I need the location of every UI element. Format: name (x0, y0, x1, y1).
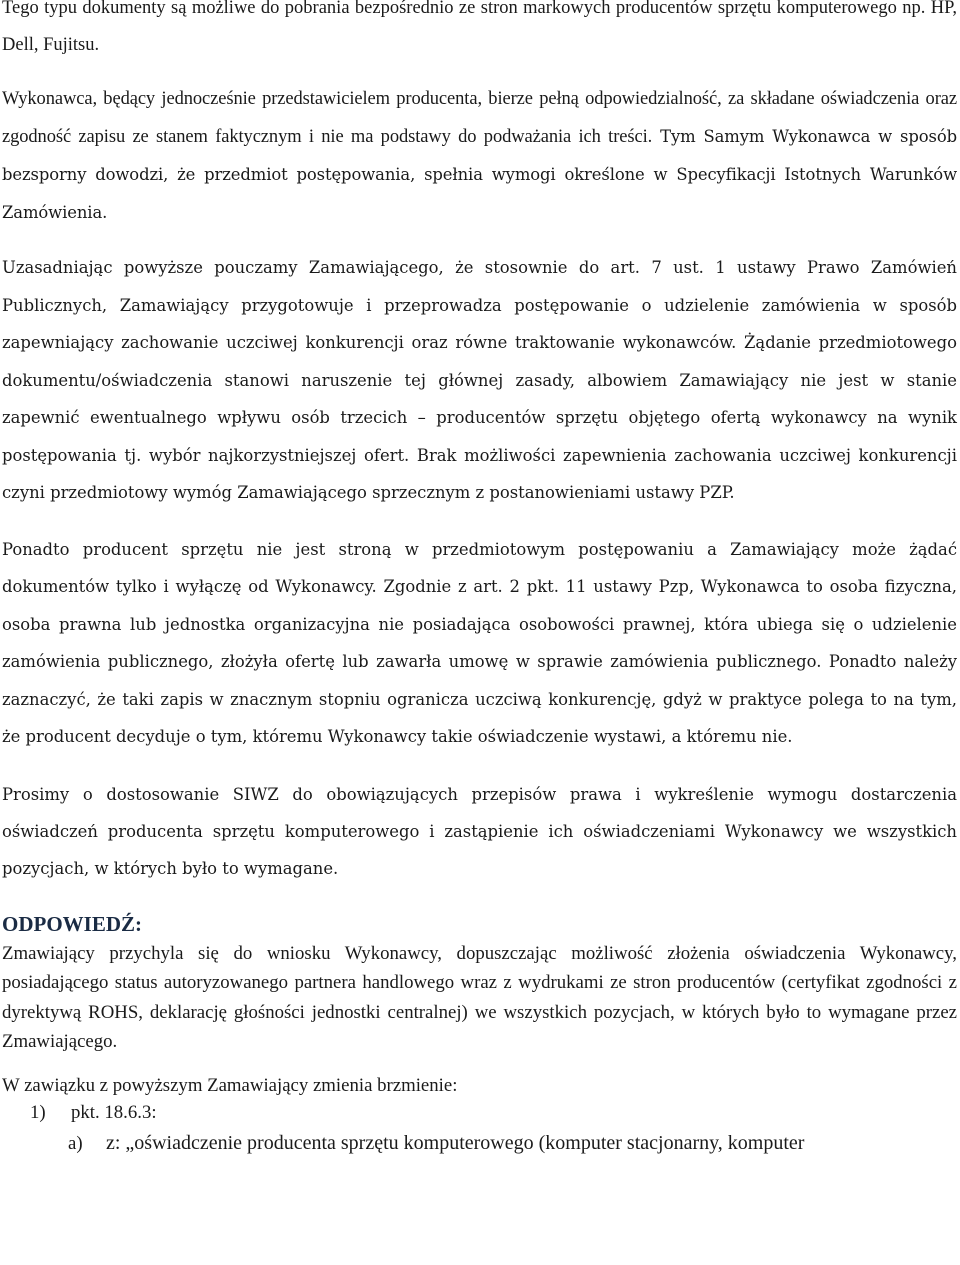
paragraph-contractor-responsibility-part1: Wykonawca, będący jednocześnie przedstawicielem producenta, bierze pełną odpowiedzialność, za składane oświadczenia oraz zgodność zapisu ze stanem faktycznym i nie ma podstawy do podważania ich treści. (2, 89, 957, 147)
paragraph-request: Prosimy o dostosowanie SIWZ do obowiązujących przepisów prawa i wykreślenie wymogu dostarczenia oświadczeń producenta sprzętu komputerowego i zastąpienie ich oświadczeniami Wykonawcy we wszystkich pozycjach, w których było to wymagane. (2, 784, 957, 878)
answer-heading: ODPOWIEDŹ: (2, 911, 143, 936)
paragraph-producer-not-party: Ponadto producent sprzętu nie jest stroną w przedmiotowym postępowaniu a Zamawiający może żądać dokumentów tylko i wyłączę od Wykonawcy. Zgodnie z art. 2 pkt. 11 ustawy Pzp, Wykonawca to osoba fizyczna, osoba prawna lub jednostka organizacyjna nie posiadająca osobowości prawnej, która ubiega się o udzielenie zamówienia publicznego, złożyła ofertę lub zawarła umowę w sprawie zamówienia publicznego. Ponadto należy zaznaczyć, że taki zapis w znacznym stopniu ogranicza uczciwą konkurencję, gdyż w praktyce polega to na tym, że producent decyduje o tym, któremu Wykonawcy takie oświadczenie wystawi, a któremu nie. (2, 539, 957, 746)
answer-text: Zmawiający przychyla się do wniosku Wykonawcy, dopuszczając możliwość złożenia oświadczenia Wykonawcy, posiadającego status autoryzowanego partnera handlowego wraz z wydrukami ze stron producentów (certyfikat zgodności z dyrektywą ROHS, deklarację głośności jednostki centralnej) we wszystkich pozycjach, w których było to wymagane przez Zmawiającego. (2, 942, 957, 1052)
sub-list-item-text: z: „oświadczenie producenta sprzętu komputerowego (komputer stacjonarny, komputer (106, 1131, 805, 1154)
paragraph-contractor-responsibility (2, 80, 957, 232)
paragraph-contractor-responsibility-part2: Tym Samym Wykonawca w sposób bezsporny dowodzi, że przedmiot postępowania, spełnia wymogi określone w Specyfikacji Istotnych Warunków Zamówienia. (2, 127, 957, 222)
answer-intro: W zawiązku z powyższym Zamawiający zmienia brzmienie: (2, 1074, 458, 1096)
list-item-text: pkt. 18.6.3: (71, 1101, 157, 1123)
sub-list-item (2, 1130, 957, 1157)
paragraph-justification: Uzasadniając powyższe pouczamy Zamawiającego, że stosownie do art. 7 ust. 1 ustawy Prawo Zamówień Publicznych, Zamawiający przygotowuje i przeprowadza postępowanie o udzielenie zamówienia w sposób zapewniający zachowanie uczciwej konkurencji oraz równe traktowanie wykonawców. Żądanie przedmiotowego dokumentu/oświadczenia stanowi naruszenie tej głównej zasady, albowiem Zamawiający nie jest w stanie zapewnić ewentualnego wpływu osób trzecich – producentów sprzętu objętego ofertą wykonawcy na wynik postępowania tj. wybór najkorzystniejszej ofert. Brak możliwości zapewnienia zachowania uczciwej konkurencji czyni przedmiotowy wymóg Zamawiającego sprzecznym z postanowieniami ustawy PZP. (2, 258, 957, 502)
list-item-number: 1) (30, 1101, 46, 1123)
document-page (2, 0, 957, 1157)
sub-list-item-letter: a) (68, 1132, 83, 1154)
change-list (2, 1099, 957, 1157)
paragraph-download-info: Tego typu dokumenty są możliwe do pobrania bezpośrednio ze stron markowych producentów sprzętu komputerowego np. HP, Dell, Fujitsu. (2, 0, 957, 55)
list-item (2, 1099, 957, 1126)
